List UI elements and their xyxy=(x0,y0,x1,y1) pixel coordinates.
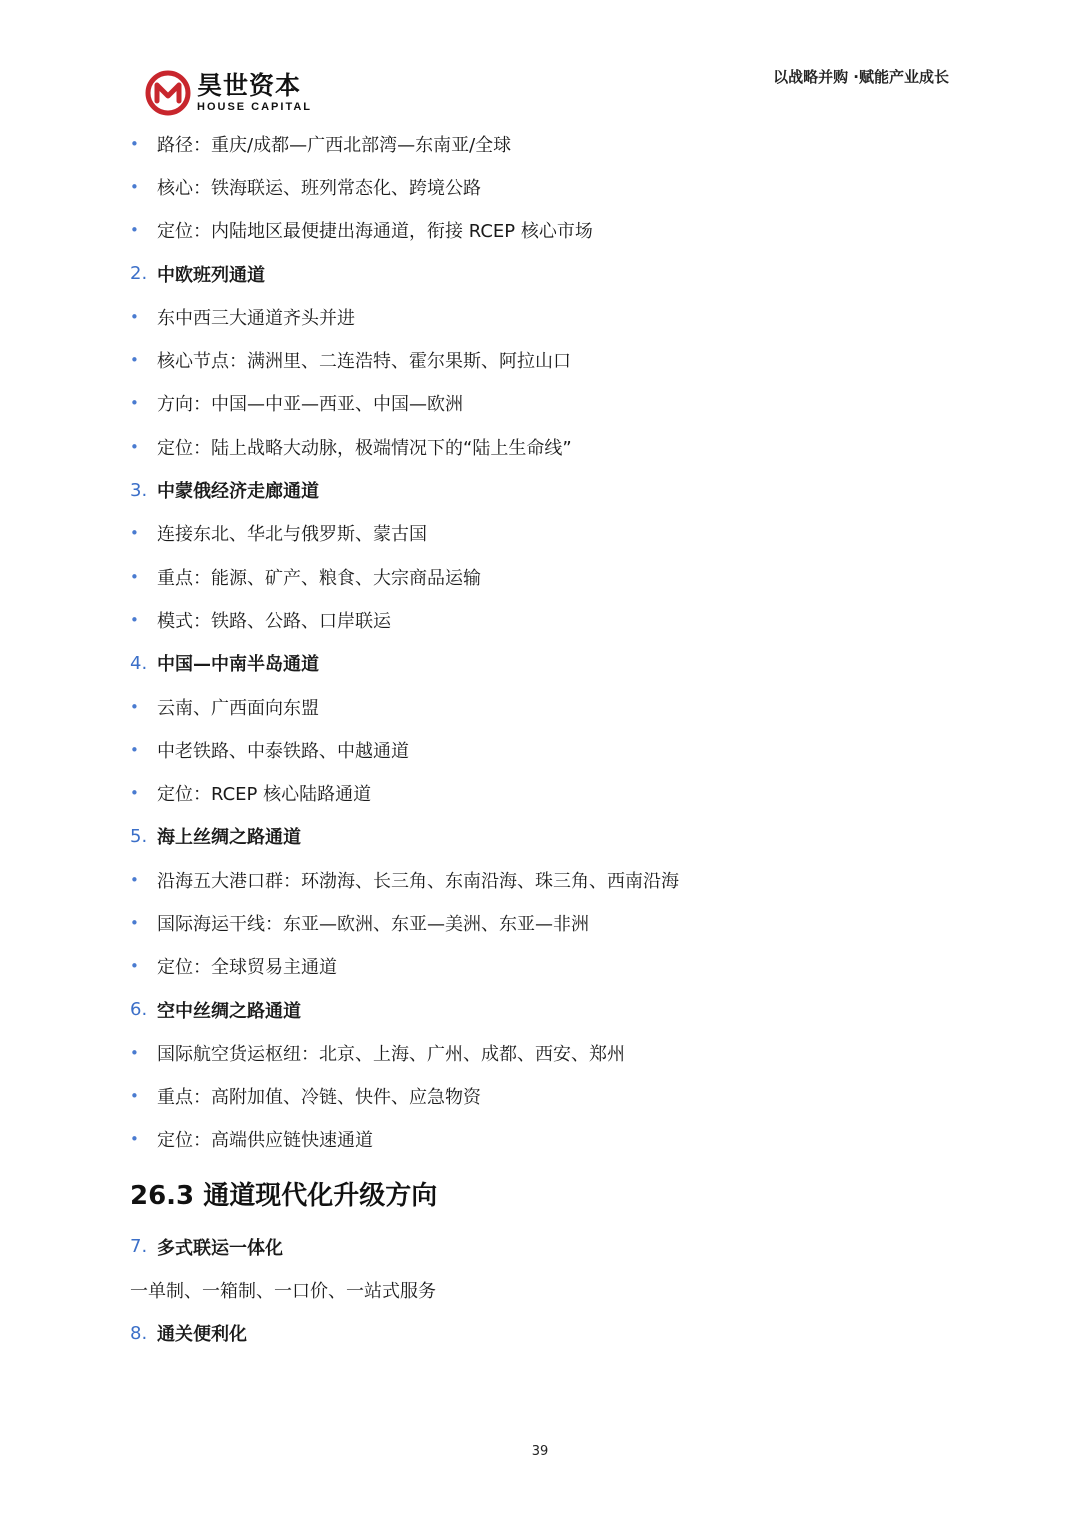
heading-number: 8. xyxy=(130,1322,148,1344)
bullet-item xyxy=(130,1031,950,1074)
bullet-text: 云南、广西面向东盟 xyxy=(157,697,319,719)
bullet-text: 沿海五大港口群：环渤海、长三角、东南沿海、珠三角、西南沿海 xyxy=(157,870,679,892)
paragraph-text: 一单制、一箱制、一口价、一站式服务 xyxy=(130,1281,436,1303)
heading-text: 通关便利化 xyxy=(157,1324,247,1346)
heading-text: 中欧班列通道 xyxy=(157,264,265,286)
heading-text: 中国—中南半岛通道 xyxy=(157,654,319,676)
bullet-text: 连接东北、华北与俄罗斯、蒙古国 xyxy=(157,524,427,546)
heading-number: 5. xyxy=(130,825,148,847)
logo-text xyxy=(197,72,312,114)
logo-english-name: HOUSE CAPITAL xyxy=(197,101,313,113)
bullet-item xyxy=(130,1118,950,1161)
numbered-heading xyxy=(130,815,950,858)
heading-text: 空中丝绸之路通道 xyxy=(157,1000,301,1022)
bullet-icon: • xyxy=(130,524,139,543)
bullet-item xyxy=(130,512,950,555)
bullet-item xyxy=(130,771,950,814)
bullet-icon: • xyxy=(130,134,139,153)
bullet-text: 核心节点：满洲里、二连浩特、霍尔果斯、阿拉山口 xyxy=(157,351,571,373)
section-title: 26.3 通道现代化升级方向 xyxy=(130,1180,438,1211)
bullet-item xyxy=(130,1075,950,1118)
bullet-text: 定位：全球贸易主通道 xyxy=(157,957,337,979)
bullet-icon: • xyxy=(130,784,139,803)
bullet-item xyxy=(130,685,950,728)
bullet-text: 定位：内陆地区最便捷出海通道，衔接 RCEP 核心市场 xyxy=(157,221,593,243)
bullet-icon: • xyxy=(130,567,139,586)
heading-number: 6. xyxy=(130,999,148,1021)
bullet-text: 模式：铁路、公路、口岸联运 xyxy=(157,610,391,632)
page-header xyxy=(0,0,1080,125)
bullet-text: 东中西三大通道齐头并进 xyxy=(157,307,355,329)
bullet-icon: • xyxy=(130,1043,139,1062)
bullet-icon: • xyxy=(130,1130,139,1149)
bullet-icon: • xyxy=(130,740,139,759)
page-number: 39 xyxy=(531,1444,549,1459)
bullet-icon: • xyxy=(130,697,139,716)
bullet-item xyxy=(130,901,950,944)
bullet-item xyxy=(130,425,950,468)
bullet-text: 核心：铁海联运、班列常态化、跨境公路 xyxy=(157,177,481,199)
numbered-heading xyxy=(130,1225,950,1268)
house-capital-logo xyxy=(145,70,312,116)
heading-text: 中蒙俄经济走廊通道 xyxy=(157,481,319,503)
header-tagline: 以战略并购 ·赋能产业成长 xyxy=(773,68,949,86)
bullet-text: 方向：中国—中亚—西亚、中国—欧洲 xyxy=(157,394,463,416)
bullet-item xyxy=(130,382,950,425)
bullet-icon: • xyxy=(130,437,139,456)
bullet-icon: • xyxy=(130,307,139,326)
bullet-item xyxy=(130,122,950,165)
document-body xyxy=(130,122,950,1355)
bullet-item xyxy=(130,295,950,338)
bullet-icon: • xyxy=(130,351,139,370)
bullet-icon: • xyxy=(130,1087,139,1106)
bullet-icon: • xyxy=(130,610,139,629)
bullet-item xyxy=(130,728,950,771)
bullet-item xyxy=(130,209,950,252)
heading-text: 海上丝绸之路通道 xyxy=(157,827,301,849)
bullet-text: 重点：高附加值、冷链、快件、应急物资 xyxy=(157,1087,481,1109)
heading-number: 4. xyxy=(130,652,148,674)
bullet-text: 定位：RCEP 核心陆路通道 xyxy=(157,784,372,806)
heading-number: 3. xyxy=(130,479,148,501)
heading-number: 2. xyxy=(130,263,148,285)
bullet-text: 定位：高端供应链快速通道 xyxy=(157,1130,373,1152)
bullet-text: 中老铁路、中泰铁路、中越通道 xyxy=(157,740,409,762)
bullet-item xyxy=(130,598,950,641)
logo-mark-icon xyxy=(145,70,191,116)
bullet-icon: • xyxy=(130,957,139,976)
bullet-item xyxy=(130,338,950,381)
numbered-heading xyxy=(130,252,950,295)
bullet-icon: • xyxy=(130,870,139,889)
bullet-item xyxy=(130,945,950,988)
bullet-text: 定位：陆上战略大动脉，极端情况下的“陆上生命线” xyxy=(157,437,572,459)
bullet-text: 国际海运干线：东亚—欧洲、东亚—美洲、东亚—非洲 xyxy=(157,913,589,935)
heading-number: 7. xyxy=(130,1236,148,1258)
bullet-item xyxy=(130,555,950,598)
bullet-item xyxy=(130,858,950,901)
numbered-heading xyxy=(130,642,950,685)
bullet-icon: • xyxy=(130,394,139,413)
bullet-text: 重点：能源、矿产、粮食、大宗商品运输 xyxy=(157,567,481,589)
bullet-text: 国际航空货运枢纽：北京、上海、广州、成都、西安、郑州 xyxy=(157,1043,625,1065)
bullet-icon: • xyxy=(130,177,139,196)
numbered-heading xyxy=(130,1312,950,1355)
bullet-item xyxy=(130,165,950,208)
logo-chinese-name: 昊世资本 xyxy=(197,71,302,100)
bullet-icon: • xyxy=(130,913,139,932)
bullet-icon: • xyxy=(130,221,139,240)
bullet-text: 路径：重庆/成都—广西北部湾—东南亚/全球 xyxy=(157,134,512,156)
heading-text: 多式联运一体化 xyxy=(157,1237,283,1259)
numbered-heading xyxy=(130,468,950,511)
numbered-heading xyxy=(130,988,950,1031)
